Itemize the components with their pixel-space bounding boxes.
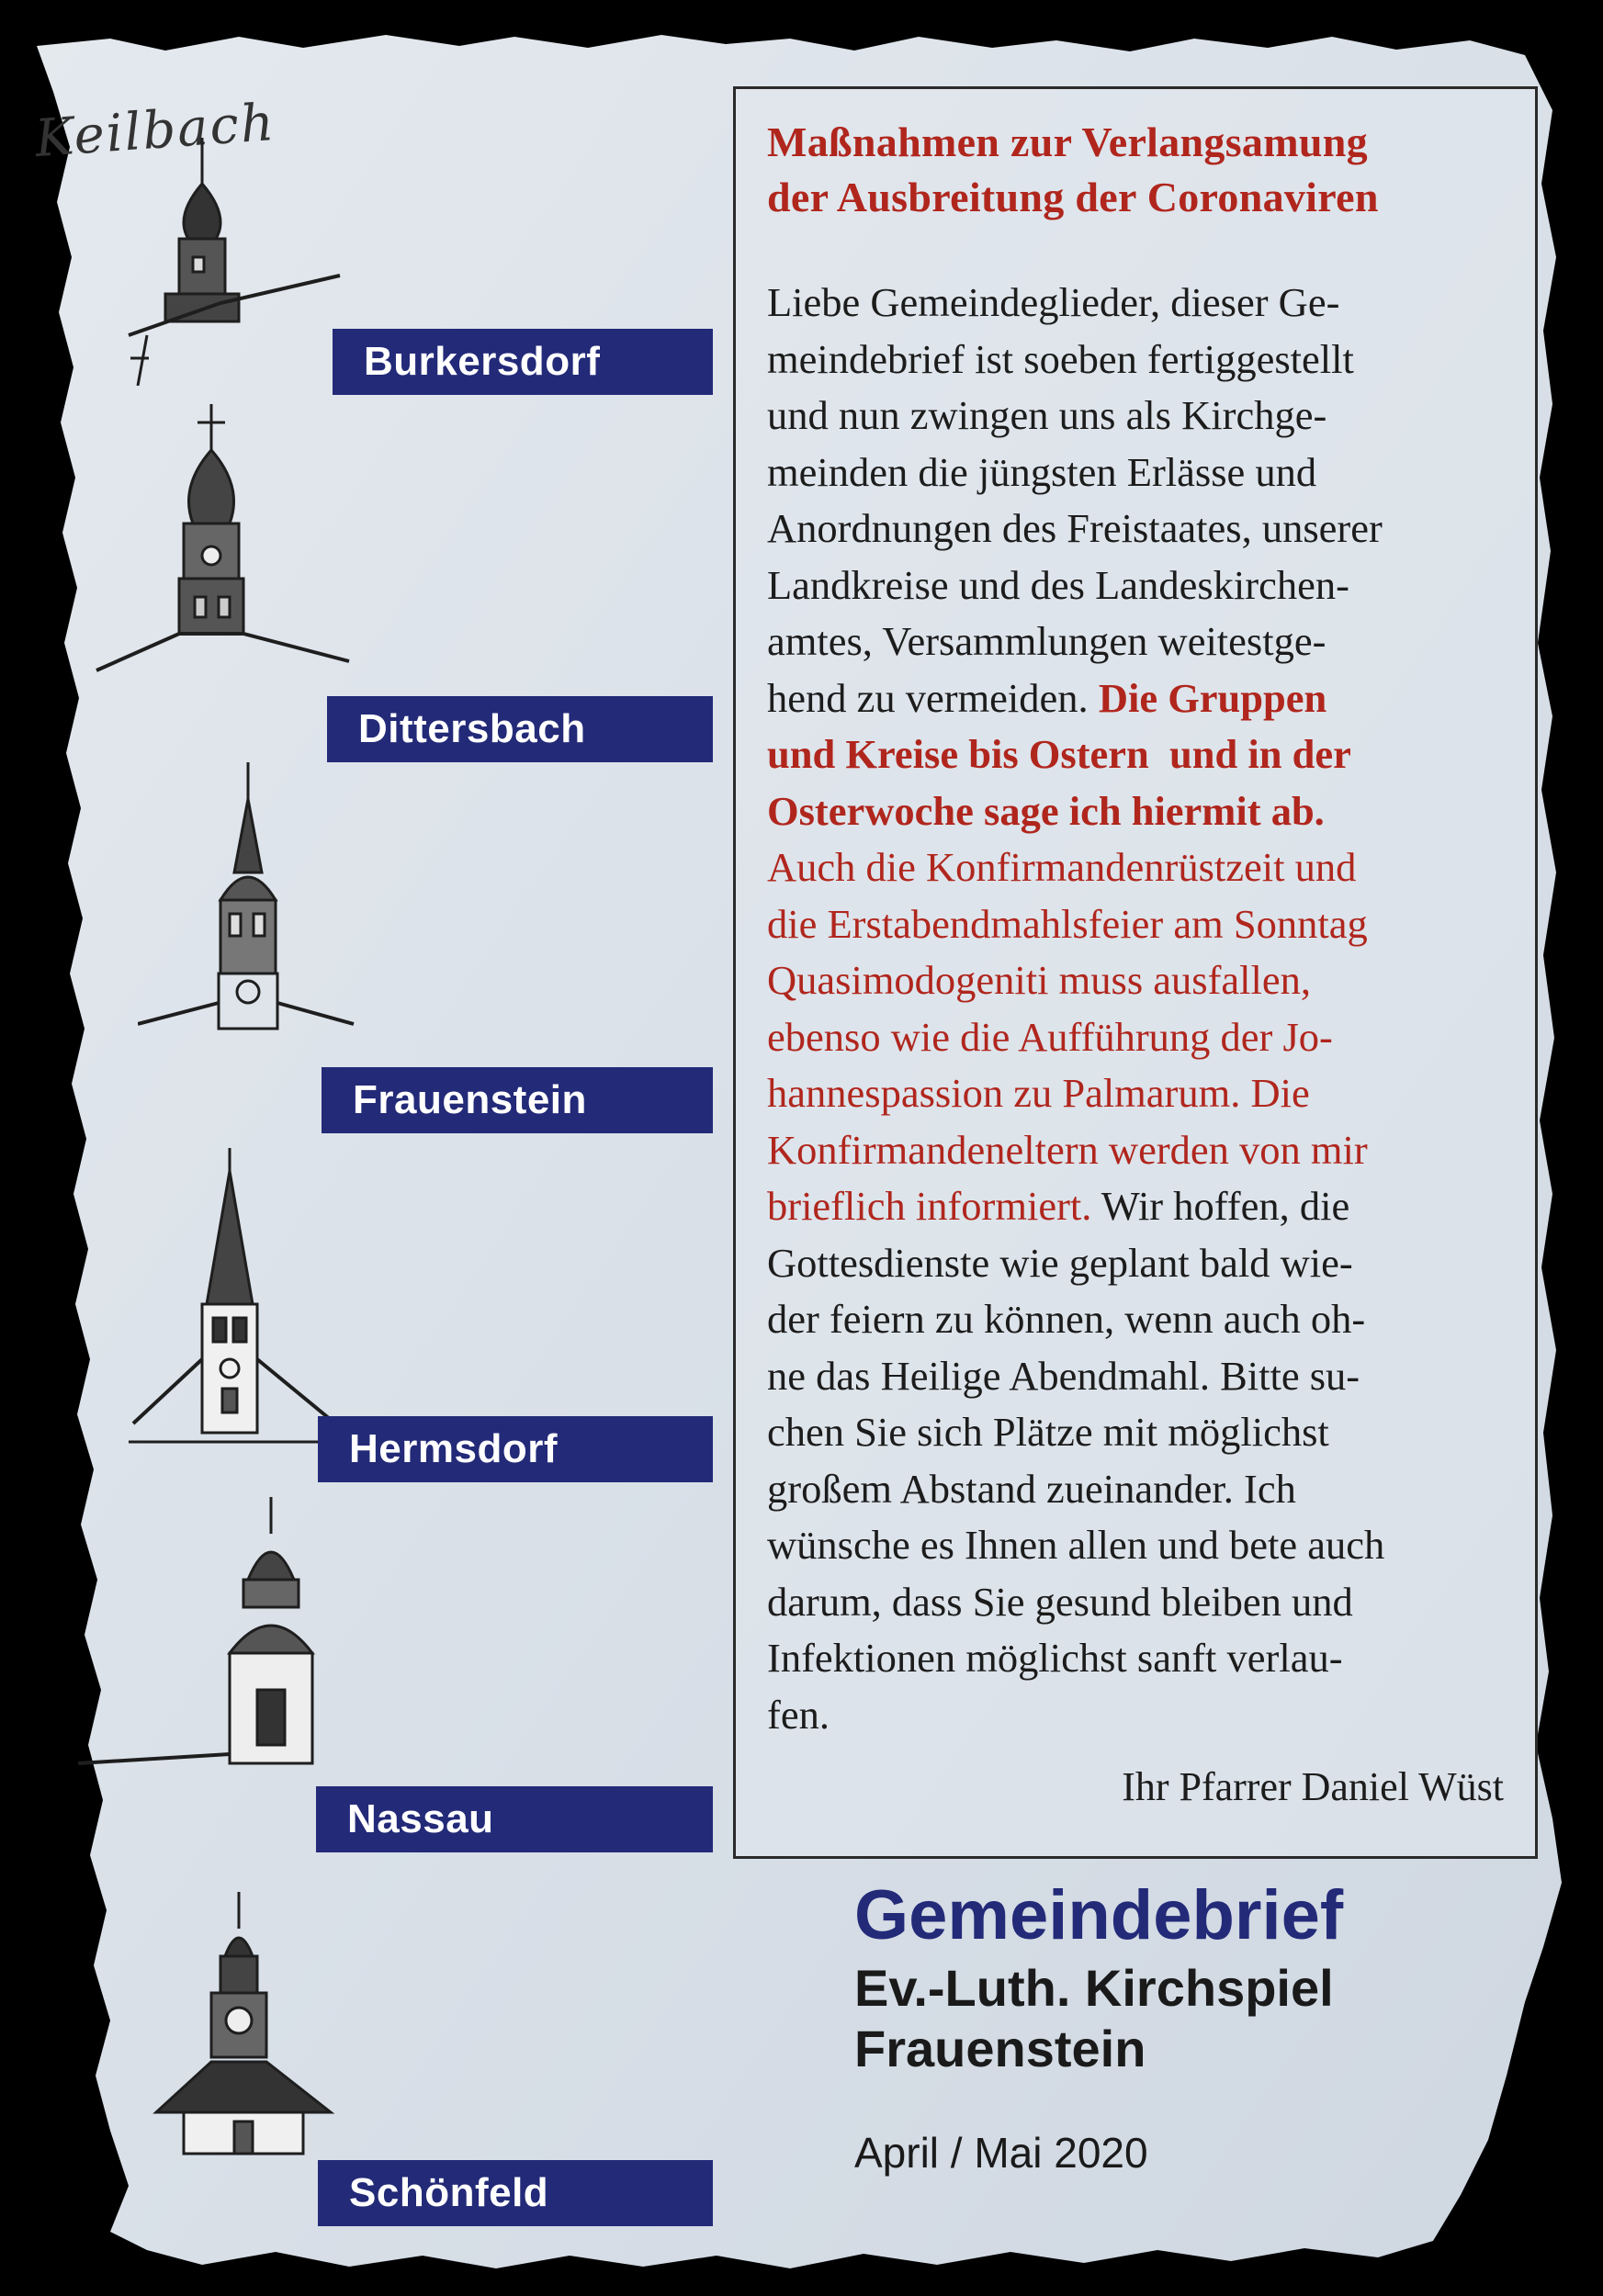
church-sketch-nassau-icon xyxy=(73,1497,349,1800)
notice-line xyxy=(767,670,1509,727)
notice-signature: Ihr Pfarrer Daniel Wüst xyxy=(1122,1764,1504,1809)
masthead-issue-date: April / Mai 2020 xyxy=(854,2129,1148,2177)
church-sketch-frauenstein-icon xyxy=(138,762,358,1038)
church-sketch-schoenfeld-icon xyxy=(147,1892,358,2158)
village-label-burkersdorf: Burkersdorf xyxy=(333,329,713,395)
village-label-hermsdorf: Hermsdorf xyxy=(318,1416,713,1482)
church-sketch-dittersbach-icon xyxy=(92,404,367,689)
handwritten-note: Keilbach xyxy=(33,92,277,170)
notice-red-line: die Erstabendmahlsfeier am Sonntag xyxy=(767,900,1368,947)
masthead xyxy=(854,1874,1516,2178)
church-sketch-hermsdorf-icon xyxy=(129,1148,358,1460)
notice-line: wünsche es Ihnen allen und bete auch xyxy=(767,1522,1385,1568)
notice-red-line: ebenso wie die Aufführung der Jo- xyxy=(767,1013,1333,1060)
notice-box xyxy=(733,86,1538,1859)
notice-title-line2: der Ausbreitung der Coronaviren xyxy=(767,174,1379,220)
masthead-title: Gemeindebrief xyxy=(854,1876,1344,1954)
notice-line: großem Abstand zueinander. Ich xyxy=(767,1465,1296,1512)
notice-red-text: brieflich informiert. xyxy=(767,1183,1092,1229)
notice-line: darum, dass Sie gesund bleiben und xyxy=(767,1578,1353,1625)
notice-red-line: Quasimodogeniti muss ausfallen, xyxy=(767,957,1312,1003)
village-label-dittersbach: Dittersbach xyxy=(327,696,713,762)
notice-red-line: Konfirmandeneltern werden von mir xyxy=(767,1126,1368,1173)
notice-cancellation-text: Die Gruppen xyxy=(1098,674,1327,721)
notice-line: Liebe Gemeindeglieder, dieser Ge- xyxy=(767,279,1340,325)
notice-line: meinden die jüngsten Erlässe und xyxy=(767,448,1317,495)
notice-line: und nun zwingen uns als Kirchge- xyxy=(767,392,1327,438)
notice-line: amtes, Versammlungen weitestge- xyxy=(767,618,1326,664)
notice-line: Gottesdienste wie geplant bald wie- xyxy=(767,1239,1353,1286)
notice-line: ne das Heilige Abendmahl. Bitte su- xyxy=(767,1352,1360,1399)
notice-title-line1: Maßnahmen zur Verlangsamung xyxy=(767,118,1368,165)
village-label-schoenfeld: Schönfeld xyxy=(318,2160,713,2226)
notice-text: Wir hoffen, die xyxy=(1091,1183,1350,1229)
notice-line: fen. xyxy=(767,1691,830,1738)
notice-line: der feiern zu können, wenn auch oh- xyxy=(767,1296,1366,1342)
masthead-subtitle-line1: Ev.-Luth. Kirchspiel xyxy=(854,1959,1334,2017)
masthead-subtitle-line2: Frauenstein xyxy=(854,2020,1146,2077)
notice-cancellation-line: Osterwoche sage ich hiermit ab. xyxy=(767,787,1325,834)
notice-title xyxy=(767,115,1509,225)
notice-red-line: Auch die Konfirmandenrüstzeit und xyxy=(767,844,1357,890)
notice-body xyxy=(767,275,1509,1743)
notice-line xyxy=(767,1178,1509,1235)
church-sketch-burkersdorf-icon xyxy=(110,129,349,386)
notice-line: Anordnungen des Freistaates, unserer xyxy=(767,505,1383,551)
notice-cancellation-line: und Kreise bis Ostern und in der xyxy=(767,731,1351,777)
village-label-nassau: Nassau xyxy=(316,1786,713,1852)
notice-red-line: hannespassion zu Palmarum. Die xyxy=(767,1070,1310,1116)
notice-line: chen Sie sich Plätze mit möglichst xyxy=(767,1409,1329,1455)
notice-line: Landkreise und des Landeskirchen- xyxy=(767,561,1349,608)
notice-line: Infektionen möglichst sanft verlau- xyxy=(767,1635,1343,1681)
notice-text: hend zu vermeiden. xyxy=(767,674,1089,721)
village-label-frauenstein: Frauenstein xyxy=(322,1067,713,1133)
notice-line: meindebrief ist soeben fertiggestellt xyxy=(767,335,1354,382)
